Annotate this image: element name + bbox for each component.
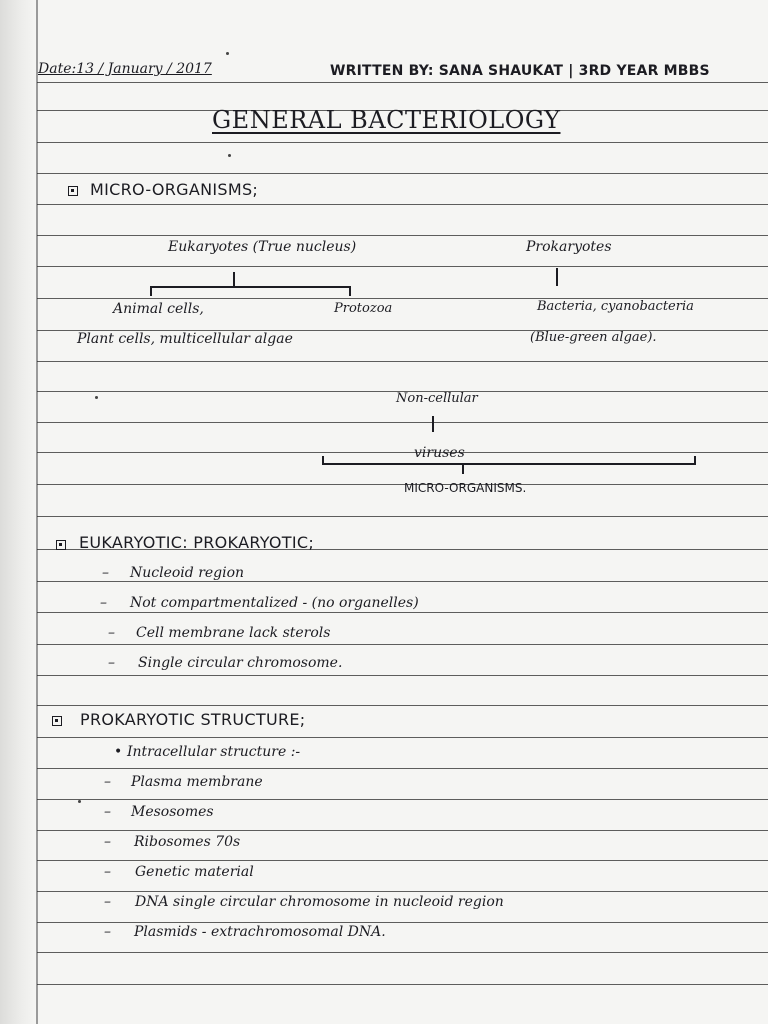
bracket-left [322, 456, 324, 465]
label-animal-cells: Animal cells, [113, 301, 204, 317]
ruled-line [37, 644, 768, 645]
bullet-dot: • [114, 744, 123, 760]
list-item: DNA single circular chromosome in nucleoid region [135, 894, 504, 910]
ruled-line [37, 705, 768, 706]
ruled-line [37, 830, 768, 831]
ruled-line [37, 984, 768, 985]
label-protozoa: Protozoa [334, 301, 393, 316]
list-item: Single circular chromosome. [138, 655, 343, 671]
label-micro-organisms: MICRO-ORGANISMS. [404, 481, 527, 495]
tree-stem-viruses [432, 416, 434, 432]
ruled-line [37, 581, 768, 582]
bullet-dash: – [104, 864, 111, 880]
ruled-line [37, 768, 768, 769]
ruled-line [37, 142, 768, 143]
pen-mark [228, 154, 231, 157]
ruled-line [37, 266, 768, 267]
margin-line [36, 0, 38, 1024]
ruled-line [37, 422, 768, 423]
bullet-dash: – [104, 774, 111, 790]
tree-stem-prokaryotes [556, 268, 558, 286]
label-blue-green-algae: (Blue-green algae). [530, 330, 657, 345]
ruled-line [37, 82, 768, 83]
bracket-right [694, 456, 696, 465]
label-bacteria: Bacteria, cyanobacteria [537, 299, 694, 314]
bullet-dash: – [104, 804, 111, 820]
bullet-dash: – [104, 834, 111, 850]
page-binding-edge [0, 0, 36, 1024]
bullet-dash: – [100, 595, 107, 611]
label-plant-cells: Plant cells, multicellular algae [77, 331, 293, 347]
list-item: Nucleoid region [130, 565, 245, 581]
pen-mark [95, 396, 98, 399]
ruled-line [37, 860, 768, 861]
ruled-line [37, 891, 768, 892]
list-item: Genetic material [135, 864, 254, 880]
label-viruses: viruses [414, 445, 465, 461]
page-title: GENERAL BACTERIOLOGY [212, 106, 561, 134]
date: Date:13 / January / 2017 [38, 61, 212, 77]
bullet-dash: – [104, 894, 111, 910]
section-heading-eukaryotic-prokaryotic: EUKARYOTIC: PROKARYOTIC; [79, 533, 315, 552]
ruled-line [37, 204, 768, 205]
label-non-cellular: Non-cellular [396, 391, 478, 406]
tree-branch-right [349, 286, 351, 296]
list-item: Plasmids - extrachromosomal DNA. [134, 924, 386, 940]
bullet-dash: – [104, 924, 111, 940]
list-item: Not compartmentalized - (no organelles) [130, 595, 419, 611]
tree-branch-left [150, 286, 152, 296]
ruled-line [37, 484, 768, 485]
ruled-line [37, 361, 768, 362]
ruled-line [37, 452, 768, 453]
ruled-line [37, 799, 768, 800]
bullet-dash: – [108, 655, 115, 671]
ruled-line [37, 675, 768, 676]
list-intro: Intracellular structure :- [127, 744, 301, 760]
list-item: Plasma membrane [131, 774, 263, 790]
tree-bar [150, 286, 350, 288]
ruled-line [37, 173, 768, 174]
bracket-bar [322, 463, 696, 465]
bracket-stem [462, 464, 464, 474]
ruled-line [37, 235, 768, 236]
pen-mark [226, 52, 229, 55]
checkbox-icon [68, 186, 78, 196]
label-eukaryotes: Eukaryotes (True nucleus) [168, 239, 357, 255]
list-item: Mesosomes [131, 804, 214, 820]
bullet-dash: – [108, 625, 115, 641]
ruled-line [37, 516, 768, 517]
checkbox-icon [52, 716, 62, 726]
section-heading-micro: MICRO-ORGANISMS; [90, 180, 259, 199]
ruled-line [37, 952, 768, 953]
bullet-dash: – [102, 565, 109, 581]
author-line: WRITTEN BY: SANA SHAUKAT | 3RD YEAR MBBS [330, 63, 710, 79]
label-prokaryotes: Prokaryotes [526, 239, 612, 255]
ruled-line [37, 612, 768, 613]
ruled-line [37, 737, 768, 738]
checkbox-icon [56, 540, 66, 550]
list-item: Ribosomes 70s [134, 834, 241, 850]
list-item: Cell membrane lack sterols [136, 625, 331, 641]
section-heading-prokaryotic-structure: PROKARYOTIC STRUCTURE; [80, 710, 306, 729]
pen-mark [78, 800, 81, 803]
tree-stem [233, 272, 235, 286]
ruled-line [37, 922, 768, 923]
